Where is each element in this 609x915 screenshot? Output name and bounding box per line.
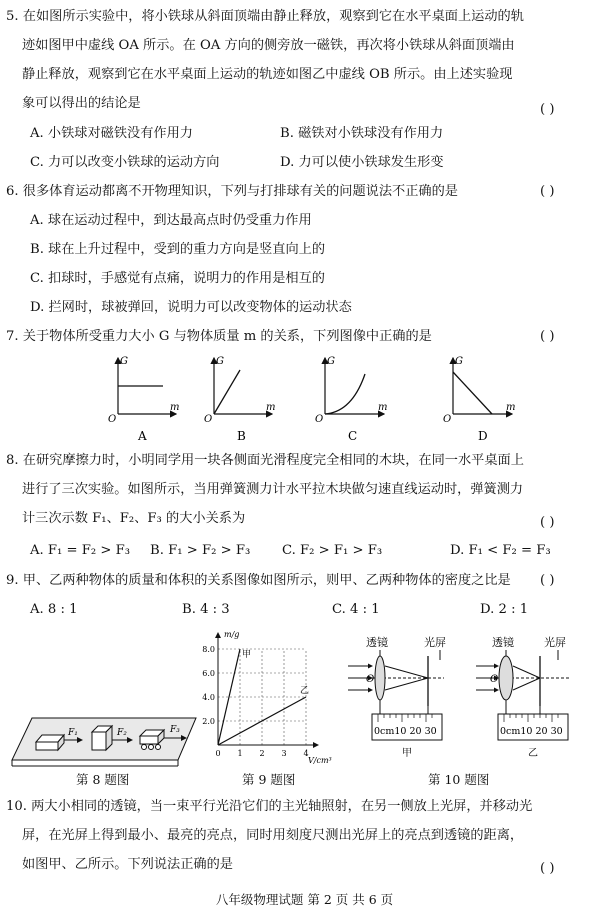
q9-series-line-jia (218, 649, 240, 745)
q5-line-2: 迹如图甲中虚线 OA 所示。在 OA 方向的侧旁放一磁铁，再次将小铁球从斜面顶端由 (22, 38, 515, 53)
q5-line-4: 象可以得出的结论是 (22, 96, 141, 111)
q9-option-c: C. 4 : 1 (332, 602, 380, 617)
q9-chart (196, 625, 346, 765)
q10-jia-ruler: 0cm10 20 30 (374, 726, 437, 737)
q9-option-b: B. 4 : 3 (182, 602, 230, 617)
q10-line-3: 如图甲、乙所示。下列说法正确的是 (22, 857, 233, 872)
q10-answer-paren: ( ) (540, 861, 555, 876)
q8-option-a: A. F₁ = F₂ > F₃ (30, 543, 131, 558)
q10-yi-ruler: 0cm10 20 30 (500, 726, 563, 737)
q9-option-a: A. 8 : 1 (30, 602, 78, 617)
q6-answer-paren: ( ) (540, 184, 555, 199)
page-footer: 八年级物理试题 第 2 页 共 6 页 (215, 892, 394, 907)
q7-d-origin: O (443, 414, 452, 425)
q10-setup-yi (476, 635, 570, 759)
q6-option-a: A. 球在运动过程中，到达最高点时仍受重力作用 (30, 213, 312, 228)
q7-b-axis-g: G (216, 356, 224, 367)
q9-y-tick-label: 6.0 (202, 669, 215, 678)
q9-x-tick-label: 0 (215, 749, 221, 758)
q7-graph-a (108, 356, 179, 443)
q10-yi-lens-label: 透镜 (492, 636, 514, 649)
q10-jia-lens-label: 透镜 (366, 636, 388, 649)
q10-jia-origin: O (366, 674, 375, 685)
q8-option-b: B. F₁ > F₂ > F₃ (150, 543, 251, 558)
q8-line-3: 计三次示数 F₁、F₂、F₃ 的大小关系为 (22, 511, 246, 526)
q9-stem: 9. 甲、乙两种物体的质量和体积的关系图像如图所示，则甲、乙两种物体的密度之比是 (6, 573, 511, 588)
caption-fig8: 第 8 题图 (76, 772, 130, 787)
q9-y-axis-label: m/g (224, 630, 240, 639)
q9-y-tick-label: 8.0 (202, 645, 215, 654)
q6-option-b: B. 球在上升过程中，受到的重力方向是竖直向上的 (30, 242, 326, 257)
q7-d-axis-m: m (506, 402, 516, 413)
q5-answer-paren: ( ) (540, 102, 555, 117)
q9-series-label-yi: 乙 (300, 686, 310, 696)
q7-b-axis-m: m (266, 402, 276, 413)
q8-line-2: 进行了三次实验。如图所示，当用弹簧测力计水平拉木块做匀速直线运动时，弹簧测力 (22, 482, 524, 497)
q5-option-c: C. 力可以改变小铁球的运动方向 (30, 155, 220, 170)
q7-label-a: A (138, 429, 147, 443)
q10-figure (344, 632, 604, 762)
q10-yi-origin: O (490, 674, 499, 685)
q9-y-tick-label: 4.0 (202, 693, 215, 702)
q10-setup-jia (348, 635, 446, 759)
q7-a-axis-m: m (170, 402, 180, 413)
q9-y-tick-label: 2.0 (202, 717, 215, 726)
q7-c-origin: O (315, 414, 324, 425)
q7-a-axis-g: G (120, 356, 128, 367)
q8-answer-paren: ( ) (540, 515, 555, 530)
q8-option-d: D. F₁ < F₂ = F₃ (450, 543, 551, 558)
q10-yi-screen-label: 光屏 (544, 636, 566, 649)
q10-label-yi: 乙 (528, 748, 538, 759)
q5-line-1: 5. 在如图所示实验中，将小铁球从斜面顶端由静止释放，观察到它在水平桌面上运动的轨 (6, 9, 524, 24)
q5-option-a: A. 小铁球对磁铁没有作用力 (30, 126, 193, 141)
q9-answer-paren: ( ) (540, 573, 555, 588)
q8-force-f2: F₂ (117, 728, 127, 738)
q7-d-axis-g: G (455, 356, 463, 367)
q7-a-origin: O (108, 414, 117, 425)
q7-label-b: B (237, 429, 246, 443)
q9-x-tick-label: 4 (303, 749, 309, 758)
q9-x-tick-label: 2 (259, 749, 265, 758)
q7-answer-paren: ( ) (540, 329, 555, 344)
q10-label-jia: 甲 (402, 748, 412, 759)
q9-x-tick-label: 3 (281, 749, 287, 758)
q7-graph-b (204, 356, 275, 443)
q8-figure (0, 690, 200, 770)
caption-fig9: 第 9 题图 (242, 772, 296, 787)
q9-option-d: D. 2 : 1 (480, 602, 529, 617)
q7-graphs (0, 350, 609, 445)
q5-line-3: 静止释放，观察到它在水平桌面上运动的轨迹如图乙中虚线 OB 所示。由上述实验现 (22, 67, 513, 82)
q7-c-axis-m: m (378, 402, 388, 413)
q5-option-b: B. 磁铁对小铁球没有作用力 (280, 126, 444, 141)
caption-fig10: 第 10 题图 (428, 772, 490, 787)
q5-option-d: D. 力可以使小铁球发生形变 (280, 155, 444, 170)
q6-stem: 6. 很多体育运动都离不开物理知识，下列与打排球有关的问题说法不正确的是 (6, 184, 458, 199)
q9-x-axis-label: V/cm³ (308, 756, 332, 765)
q8-line-1: 8. 在研究摩擦力时，小明同学用一块各侧面光滑程度完全相同的木块，在同一水平桌面上 (6, 453, 524, 468)
q8-force-f1: F₁ (68, 728, 78, 738)
q6-option-d: D. 拦网时，球被弹回，说明力可以改变物体的运动状态 (30, 300, 352, 315)
q7-b-origin: O (204, 414, 213, 425)
q7-label-d: D (478, 429, 488, 443)
q7-graph-d (443, 356, 515, 443)
q10-jia-screen-label: 光屏 (424, 636, 446, 649)
q7-graph-c (315, 356, 387, 443)
q8-option-c: C. F₂ > F₁ > F₃ (282, 543, 383, 558)
q8-force-f3: F₃ (170, 725, 180, 735)
q7-c-axis-g: G (327, 356, 335, 367)
q7-label-c: C (348, 429, 358, 443)
q7-stem: 7. 关于物体所受重力大小 G 与物体质量 m 的关系，下列图像中正确的是 (6, 329, 432, 344)
q10-line-1: 10. 两大小相同的透镜，当一束平行光沿它们的主光轴照射，在另一侧放上光屏，并移动光 (6, 799, 533, 814)
q9-x-tick-label: 1 (237, 749, 243, 758)
q10-line-2: 屏，在光屏上得到最小、最亮的亮点，同时用刻度尺测出光屏上的亮点到透镜的距离， (22, 828, 524, 843)
q9-series-label-jia: 甲 (242, 650, 252, 660)
q6-option-c: C. 扣球时，手感觉有点痛，说明力的作用是相互的 (30, 271, 325, 286)
